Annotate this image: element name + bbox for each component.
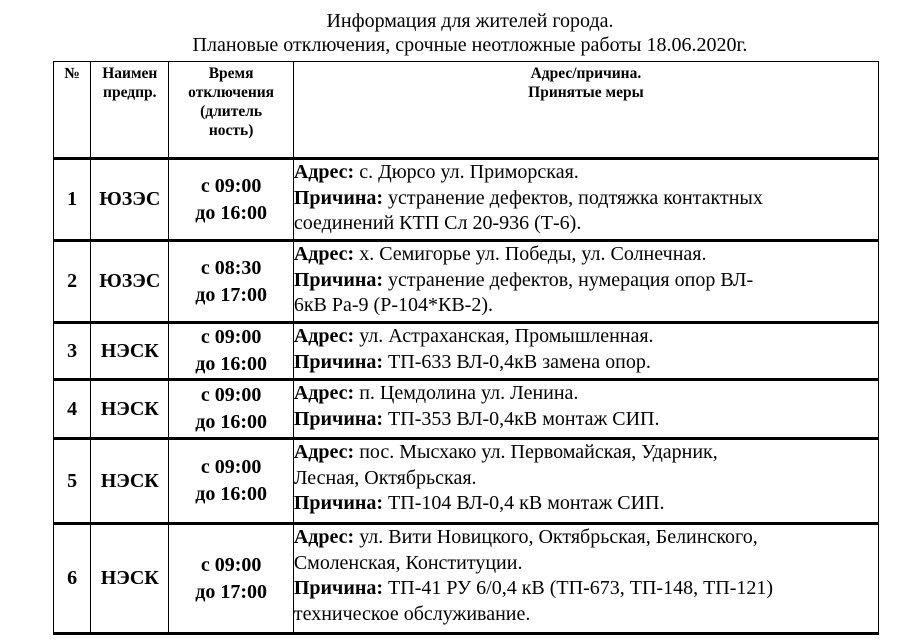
organization: НЭСК [91,380,169,439]
address-label: Адрес: [293,441,355,463]
outage-time [169,241,293,323]
reason-text: ТП-633 ВЛ-0,4кВ замена опор. [383,350,651,373]
address-text: ул. Вити Новицкого, Октябрьская, Белинского, [354,526,758,548]
reason-text: техническое обслуживание. [293,602,531,625]
time-to: до 17:00 [195,580,268,603]
address-label: Адрес: [293,526,355,548]
address-label: Адрес: [293,382,355,404]
address-reason [293,524,878,634]
address-text: пос. Мысхако ул. Первомайская, Ударник, [354,441,718,463]
table-row [54,241,879,323]
reason-text: устранение дефектов, подтяжка контактных [383,186,763,209]
table-row [54,323,879,380]
address-text: с. Дюрсо ул. Приморская. [354,161,579,183]
row-number: 4 [54,380,91,439]
organization: ЮЗЭС [91,241,169,323]
outage-time [169,323,293,380]
column-header-num: № [54,62,91,159]
time-to: до 17:00 [195,283,268,306]
outage-table [53,61,879,635]
address-reason [293,380,878,439]
reason-text: ТП-104 ВЛ-0,4 кВ монтаж СИП. [383,492,665,514]
address-reason [293,241,878,323]
address-reason [293,323,878,380]
outage-time [169,159,293,241]
row-number: 2 [54,241,91,323]
reason-text: ТП-353 ВЛ-0,4кВ монтаж СИП. [383,407,660,430]
outage-time [169,380,293,439]
column-header-time: Время отключения (длитель ность) [169,62,293,159]
address-reason [293,159,878,241]
reason-label: Причина: [293,577,384,599]
outage-time [169,439,293,524]
reason-label: Причина: [293,350,384,373]
reason-text: соединений КТП Сл 20-936 (Т-6). [293,212,582,234]
reason-text: ТП-41 РУ 6/0,4 кВ (ТП-673, ТП-148, ТП-121) [383,577,774,599]
row-number: 3 [54,323,91,380]
row-number: 6 [54,524,91,634]
address-label: Адрес: [293,243,355,265]
reason-label: Причина: [293,186,384,209]
table-body [54,159,879,634]
time-to: до 16:00 [195,483,268,505]
time-to: до 16:00 [195,353,268,375]
address-text: п. Цемдолина ул. Ленина. [354,382,579,404]
table-row [54,380,879,439]
reason-text: устранение дефектов, нумерация опор ВЛ- [383,268,754,291]
time-from: с 09:00 [200,384,262,406]
time-to: до 16:00 [195,411,268,433]
reason-label: Причина: [293,492,384,514]
time-from: с 09:00 [200,456,262,478]
address-text: х. Семигорье ул. Победы, ул. Солнечная. [354,243,707,265]
document-header [0,9,900,57]
time-from: с 09:00 [200,174,262,197]
organization: НЭСК [91,323,169,380]
time-from: с 09:00 [200,326,262,348]
document-subtitle: Плановые отключения, срочные неотложные работы 18.06.2020г. [192,34,748,56]
column-header-org: Наимен предпр. [91,62,169,159]
reason-text: 6кВ Ра-9 (Р-104*КВ-2). [293,294,494,316]
outage-time [169,524,293,634]
address-text: Смоленская, Конституции. [293,551,523,574]
reason-label: Причина: [293,407,384,430]
column-header-address: Адрес/причина. Принятые меры [293,62,878,159]
time-from: с 08:30 [200,256,262,279]
time-to: до 16:00 [195,201,268,224]
address-text: ул. Астраханская, Промышленная. [354,325,654,347]
table-row [54,439,879,524]
table-row [54,524,879,634]
address-text: Лесная, Октябрьская. [293,466,477,489]
organization: НЭСК [91,439,169,524]
address-label: Адрес: [293,325,355,347]
reason-label: Причина: [293,268,384,291]
table-row [54,159,879,241]
address-reason [293,439,878,524]
organization: НЭСК [91,524,169,634]
document-title: Информация для жителей города. [326,10,614,32]
row-number: 1 [54,159,91,241]
table-header [54,62,879,159]
time-from: с 09:00 [200,553,262,576]
organization: ЮЗЭС [91,159,169,241]
row-number: 5 [54,439,91,524]
address-label: Адрес: [293,161,355,183]
